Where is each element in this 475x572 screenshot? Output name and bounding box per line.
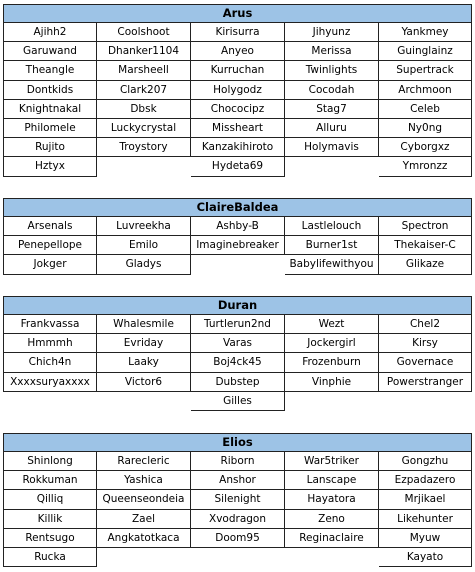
member-name-cell: Twinlights xyxy=(285,61,379,80)
member-name-cell: Gladys xyxy=(97,255,191,274)
member-name-cell: Queenseondeia xyxy=(97,490,191,509)
member-column xyxy=(379,23,472,177)
member-name-cell: Dbsk xyxy=(97,100,191,119)
member-column xyxy=(379,452,472,567)
member-column xyxy=(379,315,472,411)
member-name-cell: Holygodz xyxy=(191,81,285,100)
member-name-cell: Likehunter xyxy=(379,510,472,529)
member-name-cell: Stag7 xyxy=(285,100,379,119)
member-column xyxy=(191,23,285,177)
member-name-cell: Yashica xyxy=(97,471,191,490)
member-name-cell: Rujito xyxy=(3,138,97,157)
member-name-cell: Rarecleric xyxy=(97,452,191,471)
member-name-cell: Varas xyxy=(191,334,285,353)
member-name-cell: Vinphie xyxy=(285,373,379,392)
member-name-cell: Chich4n xyxy=(3,353,97,372)
member-name-cell: Anyeo xyxy=(191,42,285,61)
member-name-cell: Whalesmile xyxy=(97,315,191,334)
member-name-cell: Laaky xyxy=(97,353,191,372)
member-name-cell: Kurruchan xyxy=(191,61,285,80)
member-name-cell: Ezpadazero xyxy=(379,471,472,490)
member-name-cell: Yankmey xyxy=(379,23,472,42)
member-name-cell: Ny0ng xyxy=(379,119,472,138)
member-column xyxy=(97,452,191,567)
member-name-cell: Jihyunz xyxy=(285,23,379,42)
member-name-cell: Clark207 xyxy=(97,81,191,100)
member-name-cell: Troystory xyxy=(97,138,191,157)
member-name-cell: Powerstranger xyxy=(379,373,472,392)
member-column xyxy=(379,217,472,275)
member-columns xyxy=(3,23,472,177)
member-name-cell: Hayatora xyxy=(285,490,379,509)
member-name-cell: Hztyx xyxy=(3,157,97,176)
member-name-cell: Missheart xyxy=(191,119,285,138)
member-name-cell: Philomele xyxy=(3,119,97,138)
member-column xyxy=(3,217,97,275)
member-name-cell: Burner1st xyxy=(285,236,379,255)
member-column xyxy=(97,23,191,177)
member-name-cell: Rentsugo xyxy=(3,529,97,548)
member-name-cell: Zael xyxy=(97,510,191,529)
member-name-cell: Penepellope xyxy=(3,236,97,255)
member-name-cell: Governace xyxy=(379,353,472,372)
member-name-cell: Xvodragon xyxy=(191,510,285,529)
member-name-cell: Chel2 xyxy=(379,315,472,334)
member-name-cell: Jokger xyxy=(3,255,97,274)
member-name-cell: Rucka xyxy=(3,548,97,567)
member-name-cell: Garuwand xyxy=(3,42,97,61)
member-name-cell: Supertrack xyxy=(379,61,472,80)
guild-section xyxy=(3,198,472,275)
member-name-cell: Knightnakal xyxy=(3,100,97,119)
member-name-cell: Dontkids xyxy=(3,81,97,100)
member-name-cell: Lastlelouch xyxy=(285,217,379,236)
member-name-cell: Thekaiser-C xyxy=(379,236,472,255)
member-column xyxy=(97,217,191,275)
member-column xyxy=(97,315,191,411)
member-name-cell: Ajihh2 xyxy=(3,23,97,42)
member-name-cell: Jockergirl xyxy=(285,334,379,353)
member-column xyxy=(191,217,285,275)
member-name-cell: Kirisurra xyxy=(191,23,285,42)
member-name-cell: War5triker xyxy=(285,452,379,471)
member-name-cell: Wezt xyxy=(285,315,379,334)
member-name-cell: Emilo xyxy=(97,236,191,255)
member-name-cell: Cocodah xyxy=(285,81,379,100)
member-columns xyxy=(3,217,472,275)
member-name-cell: Lanscape xyxy=(285,471,379,490)
member-name-cell: Coolshoot xyxy=(97,23,191,42)
member-column xyxy=(191,452,285,567)
member-name-cell: Imaginebreaker xyxy=(191,236,285,255)
member-name-cell: Babylifewithyou xyxy=(285,255,379,274)
member-name-cell: Arsenals xyxy=(3,217,97,236)
member-name-cell: Luvreekha xyxy=(97,217,191,236)
member-name-cell: Archmoon xyxy=(379,81,472,100)
member-name-cell: Gilles xyxy=(191,392,285,411)
member-name-cell: Turtlerun2nd xyxy=(191,315,285,334)
member-name-cell: Glikaze xyxy=(379,255,472,274)
guild-header: ClaireBaldea xyxy=(3,198,472,217)
member-name-cell: Chococipz xyxy=(191,100,285,119)
member-name-cell: Dhanker1104 xyxy=(97,42,191,61)
member-name-cell: Spectron xyxy=(379,217,472,236)
member-columns xyxy=(3,315,472,411)
guild-header: Elios xyxy=(3,433,472,452)
member-name-cell: Marsheell xyxy=(97,61,191,80)
member-name-cell: Gongzhu xyxy=(379,452,472,471)
member-column xyxy=(191,315,285,411)
guild-header: Duran xyxy=(3,296,472,315)
member-name-cell: Angkatotkaca xyxy=(97,529,191,548)
member-name-cell: Theangle xyxy=(3,61,97,80)
member-name-cell: Riborn xyxy=(191,452,285,471)
member-name-cell: Cyborgxz xyxy=(379,138,472,157)
guild-section xyxy=(3,296,472,411)
member-name-cell: Anshor xyxy=(191,471,285,490)
member-name-cell: Boj4ck45 xyxy=(191,353,285,372)
member-name-cell: Shinlong xyxy=(3,452,97,471)
member-name-cell: Merissa xyxy=(285,42,379,61)
member-name-cell: Killik xyxy=(3,510,97,529)
member-name-cell: Doom95 xyxy=(191,529,285,548)
member-column xyxy=(285,217,379,275)
member-name-cell: Dubstep xyxy=(191,373,285,392)
member-column xyxy=(285,23,379,177)
member-name-cell: Frozenburn xyxy=(285,353,379,372)
member-column xyxy=(3,23,97,177)
member-name-cell: Victor6 xyxy=(97,373,191,392)
guild-section xyxy=(3,4,472,177)
member-name-cell: Holymavis xyxy=(285,138,379,157)
member-column xyxy=(285,452,379,567)
member-name-cell: Ashby-B xyxy=(191,217,285,236)
member-name-cell: Myuw xyxy=(379,529,472,548)
member-name-cell: Frankvassa xyxy=(3,315,97,334)
member-column xyxy=(285,315,379,411)
member-name-cell: Kayato xyxy=(379,548,472,567)
member-name-cell: Reginaclaire xyxy=(285,529,379,548)
guild-section xyxy=(3,433,472,567)
guild-header: Arus xyxy=(3,4,472,23)
member-name-cell: Kirsy xyxy=(379,334,472,353)
member-name-cell: Celeb xyxy=(379,100,472,119)
member-name-cell: Luckycrystal xyxy=(97,119,191,138)
member-name-cell: Xxxxsuryaxxxx xyxy=(3,373,97,392)
member-name-cell: Evriday xyxy=(97,334,191,353)
member-name-cell: Kanzakihiroto xyxy=(191,138,285,157)
member-column xyxy=(3,315,97,411)
member-name-cell: Ymronzz xyxy=(379,157,472,176)
member-name-cell: Hmmmh xyxy=(3,334,97,353)
member-name-cell: Rokkuman xyxy=(3,471,97,490)
member-name-cell: Qilliq xyxy=(3,490,97,509)
member-name-cell: Alluru xyxy=(285,119,379,138)
member-column xyxy=(3,452,97,567)
member-columns xyxy=(3,452,472,567)
member-name-cell: Mrjikael xyxy=(379,490,472,509)
member-name-cell: Silenight xyxy=(191,490,285,509)
member-name-cell: Guinglainz xyxy=(379,42,472,61)
member-name-cell: Zeno xyxy=(285,510,379,529)
member-name-cell: Hydeta69 xyxy=(191,157,285,176)
